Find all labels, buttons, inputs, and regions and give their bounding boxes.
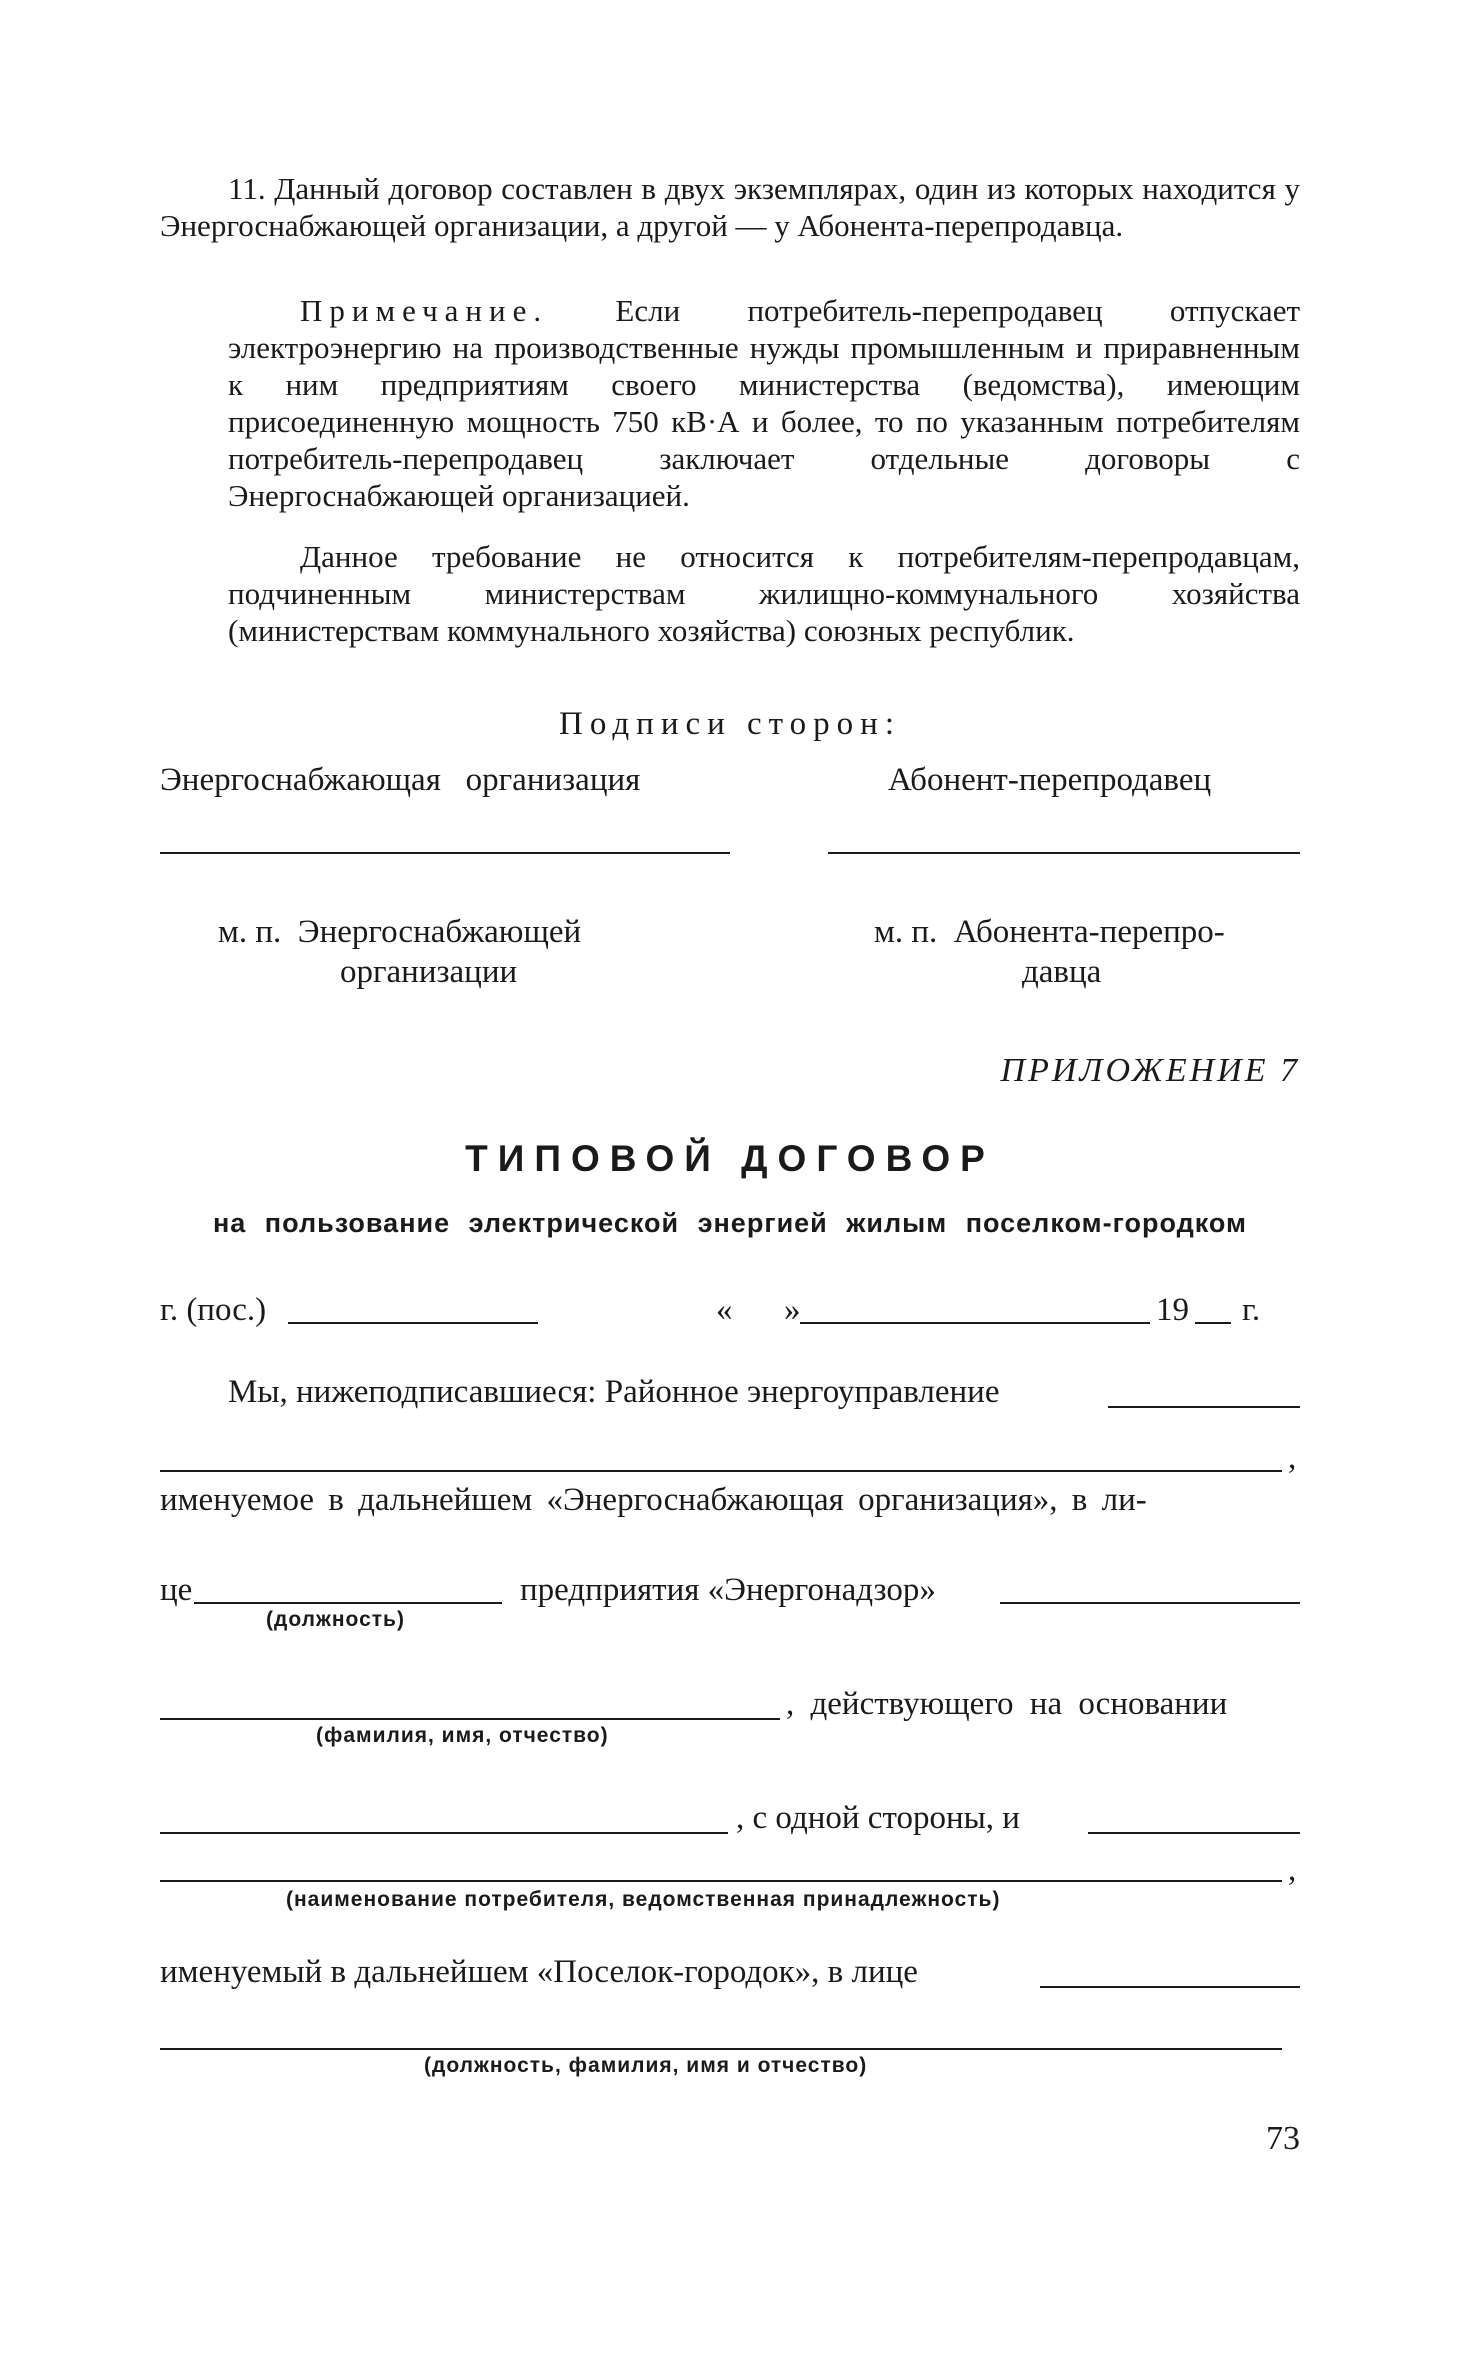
note-label: Примечание. xyxy=(300,293,549,328)
appendix-label: ПРИЛОЖЕНИЕ 7 xyxy=(1000,1052,1300,1089)
month-blank[interactable] xyxy=(800,1322,1150,1324)
page-number: 73 xyxy=(1266,2120,1300,2157)
clause-11: 11. Данный договор составлен в двух экземплярах, один из которых находится у Энергоснабжающей организации, а другой — у Абонента-перепродавца. xyxy=(160,171,1300,243)
position-blank[interactable] xyxy=(194,1602,502,1604)
caption-fio: (фамилия, имя, отчество) xyxy=(316,1724,609,1747)
left-seal-line-2: организации xyxy=(340,954,518,990)
document-title: ТИПОВОЙ ДОГОВОР xyxy=(465,1138,995,1179)
right-seal-line-1: м. п. Абонента-перепро- xyxy=(874,914,1225,950)
right-party-label: Абонент-перепродавец xyxy=(888,762,1212,798)
left-seal xyxy=(218,912,581,992)
city-blank[interactable] xyxy=(288,1322,538,1324)
signatures-heading: Подписи сторон: xyxy=(558,706,901,742)
consumer-blank[interactable] xyxy=(1088,1832,1300,1834)
note-text: Если потребитель-перепродавец отпускает электроэнергию на производственные нужды промышленным и приравненным к ним предприятиям своего министерства (ведомства), имеющим присоединенную мощность 750 кВ·А и более, то по указанным потребителям потребитель-перепродавец заключает отдельные договоры с Энергоснабжающей организацией. xyxy=(228,293,1301,513)
acting-text: , действующего на основании xyxy=(786,1686,1228,1722)
day-quote-open: « xyxy=(716,1292,733,1328)
left-seal-line-1: м. п. Энергоснабжающей xyxy=(218,914,582,950)
right-seal-line-2: давца xyxy=(1022,954,1102,990)
energy-dept-blank[interactable] xyxy=(1108,1406,1300,1408)
settlement-rep-blank-2[interactable] xyxy=(160,2048,1282,2050)
day-quote-close: » xyxy=(784,1292,801,1328)
fio-blank[interactable] xyxy=(160,1718,780,1720)
settlement-rep-blank[interactable] xyxy=(1040,1986,1300,1988)
note-paragraph xyxy=(228,292,1300,514)
comma-2: , xyxy=(1288,1852,1297,1888)
caption-position: (должность) xyxy=(266,1608,405,1631)
left-signature-line xyxy=(160,852,730,854)
document-subtitle: на пользование электрической энергией жилым поселком-городком xyxy=(212,1208,1248,1238)
one-side-text: , с одной стороны, и xyxy=(736,1800,1020,1836)
named-energy-org-text: именуемое в дальнейшем «Энергоснабжающая организация», в ли- xyxy=(160,1482,1147,1518)
ce-text: це xyxy=(160,1572,193,1608)
right-seal xyxy=(874,912,1225,992)
comma-1: , xyxy=(1288,1440,1297,1476)
named-settlement-text: именуемый в дальнейшем «Поселок-городок», в лице xyxy=(160,1954,918,1990)
note-paragraph-2: Данное требование не относится к потребителям-перепродавцам, подчиненным министерствам жилищно-коммунального хозяйства (министерствам коммунального хозяйства) союзных республик. xyxy=(228,539,1300,648)
undersigned-text: Мы, нижеподписавшиеся: Районное энергоуправление xyxy=(228,1374,1000,1410)
right-signature-line xyxy=(828,852,1300,854)
energy-dept-blank-2[interactable] xyxy=(160,1470,1282,1472)
year-suffix: г. xyxy=(1242,1292,1261,1328)
year-blank[interactable] xyxy=(1195,1322,1231,1324)
enterprise-blank[interactable] xyxy=(1000,1602,1300,1604)
city-label: г. (пос.) xyxy=(160,1292,267,1328)
year-prefix: 19 xyxy=(1156,1292,1189,1328)
left-party-label: Энергоснабжающая организация xyxy=(160,762,641,798)
basis-blank[interactable] xyxy=(160,1832,728,1834)
caption-position-fio: (должность, фамилия, имя и отчество) xyxy=(424,2054,868,2077)
enterprise-text: предприятия «Энергонадзор» xyxy=(520,1572,936,1608)
consumer-blank-2[interactable] xyxy=(160,1880,1282,1882)
caption-consumer: (наименование потребителя, ведомственная принадлежность) xyxy=(286,1888,1001,1911)
